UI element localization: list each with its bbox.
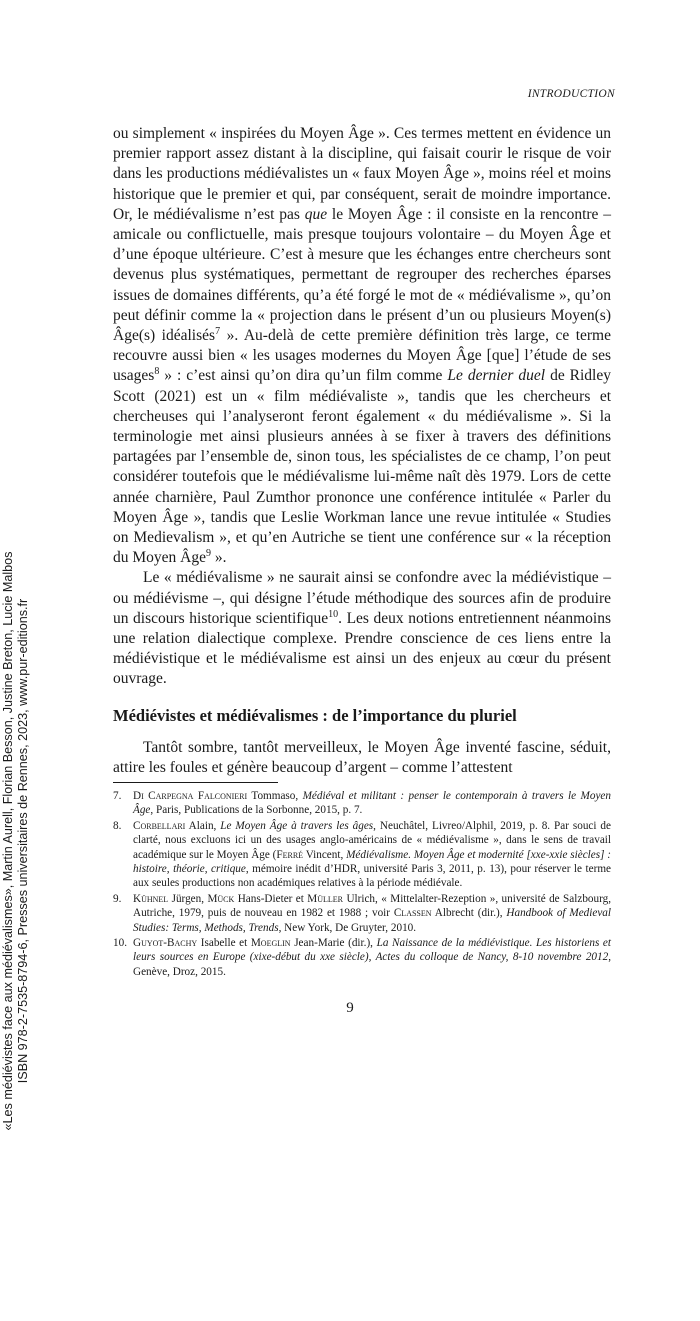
text-run: » : c’est ainsi qu’on dira qu’un film comme — [159, 367, 448, 385]
text-run: Jean-Marie (dir.), — [290, 937, 377, 950]
page-number: 9 — [346, 1000, 354, 1016]
author-name: Mück — [207, 892, 235, 905]
side-credit-line-1: «Les médiévistes face aux médiévalismes», Martin Aurell, Florian Besson, Justine Breton, Lucie Malbos — [1, 551, 15, 1131]
text-run: ». Au-delà de cette première définition très large, ce terme recouvre aussi bien « les usages modernes du Moyen Âge [que] l’étude de ses usages — [113, 327, 611, 385]
author-name: Classen — [393, 907, 432, 920]
section-heading: Médiévistes et médiévalismes : de l’importance du pluriel — [113, 705, 517, 725]
side-credit — [1, 361, 47, 1321]
author-name: Corbellari — [133, 819, 186, 832]
footnote-number: 10. — [113, 937, 127, 950]
paragraph-2 — [113, 568, 611, 689]
footnote-ref-9[interactable]: 9 — [206, 548, 211, 560]
footnote-number: 8. — [113, 819, 122, 832]
author-name: Guyot-Bachy — [133, 937, 198, 950]
footnote-7 — [113, 789, 611, 818]
text-run: , mémoire inédit d’HDR, université Paris 3, 2011, p. 13), pour réserver le terme aux seules productions non académiques relatives à la période médiévale. — [133, 863, 611, 890]
text-run: Isabelle et — [197, 937, 251, 950]
text-run: Le « médiévalisme » ne saurait ainsi se confondre avec la médiévistique – ou médiévisme –, qui désigne l’étude méthodique des sources afin de produire un discours historique scientifique — [113, 569, 611, 627]
author-name: Di Carpegna Falconieri — [133, 790, 248, 802]
footnote-8 — [113, 819, 611, 891]
footnote-ref-7[interactable]: 7 — [215, 325, 221, 337]
text-run: . Les deux notions entretiennent néanmoins une relation dialectique complexe. Prendre conscience de ces liens entre la médiévistique et le médiévalisme est ainsi un des enjeux au cœur du présent ouvrage. — [113, 609, 612, 688]
body-text — [113, 124, 611, 778]
footnotes — [113, 789, 611, 980]
running-head: INTRODUCTION — [527, 88, 615, 100]
footnote-ref-10[interactable]: 10 — [328, 608, 339, 620]
footnote-divider — [113, 782, 278, 783]
text-run: Alain, — [185, 819, 221, 832]
work-title: Médiévalisme. Moyen Âge et modernité [xxe-xxie siècles] : histoire, théorie, critique — [133, 848, 612, 876]
text-run: Jürgen, — [168, 892, 208, 905]
side-credit-line-2: ISBN 978-2-7535-8794-6, Presses universitaires de Rennes, 2023, www.pur-editions.fr — [16, 598, 30, 1084]
work-title: Le Moyen Âge à travers les âges — [220, 819, 374, 832]
footnote-9 — [113, 892, 611, 935]
text-run: Tommaso, — [247, 790, 303, 802]
author-name: Müller — [307, 892, 344, 905]
paragraph-3: Tantôt sombre, tantôt merveilleux, le Moyen Âge inventé fascine, séduit, attire les foules et génère beaucoup d’argent – comme l’attestent — [113, 738, 611, 777]
author-name: Kühnel — [133, 892, 169, 905]
author-name: Ferré — [276, 848, 304, 861]
footnote-10 — [113, 936, 611, 979]
work-title: Médiéval et militant : penser le contemporain à travers le Moyen Âge — [133, 790, 611, 817]
text-run: , Paris, Publications de la Sorbonne, 2015, p. 7. — [150, 804, 363, 817]
paragraph-1 — [113, 124, 611, 568]
text-run: Hans-Dieter et — [234, 892, 308, 905]
footnote-number: 9. — [113, 892, 122, 905]
footnote-number: 7. — [113, 790, 122, 802]
work-title: Handbook of Medieval Studies: Terms, Methods, Trends — [133, 907, 611, 934]
text-run: de Ridley Scott (2021) est un « film médiévaliste », tandis que les chercheurs et chercheuses qui l’analyseront feront également « du médiévalisme ». Si la terminologie met ainsi plusieurs années à se fixer à travers des définitions partagées par l’ensemble de, sinon tous, les spécialistes de ce champ, l’on peut considérer toutefois que le médiévalisme lui-même naît dès 1979. Lors de cette année charnière, Paul Zumthor prononce une conférence intitulée « Parler du Moyen Âge », tandis que Leslie Workman lance une revue intitulée « Studies on Medievalism », et qu’en Autriche se tient une conférence sur « la réception du Moyen Âge — [113, 367, 611, 567]
footnote-ref-8[interactable]: 8 — [154, 366, 160, 378]
text-run: Albrecht (dir.), — [431, 907, 507, 920]
text-run: Vincent, — [303, 848, 347, 861]
work-title: La Naissance de la médiévistique. Les historiens et leurs sources en Europe (xixe-début du xxe siècle), Actes du colloque de Nancy, 8-10 novembre 2012 — [133, 937, 611, 964]
text-run: Ulrich, « Mittelalter-Rezeption », université de Salzbourg, Autriche, 1979, puis de nouveau en 1982 et 1988 ; voir — [133, 892, 612, 920]
text-run: , Neuchâtel, Livreo/Alphil, 2019, p. 8. Par souci de clarté, nous excluons ici un des usages anglo-américains de « médiévalisme », dans le sens de travail académique sur le Moyen Âge ( — [133, 819, 611, 861]
text-run: le Moyen Âge : il consiste en la rencontre – amicale ou conflictuelle, mais presque toujours volontaire – du Moyen Âge et d’une époque ultérieure. C’est à mesure que les échanges entre chercheurs sont devenus plus systématiques, permettant de regrouper des recherches éparses issues de domaines différents, qu’a été forgé le mot de « médiévalisme », qu’on peut définir comme la « projection dans le présent d’un ou plusieurs Moyen(s) Âge(s) idéalisés — [113, 205, 611, 345]
text-run: ou simplement « inspirées du Moyen Âge ». Ces termes mettent en évidence un premier rapport assez distant à la discipline, qui faisait courir le risque de voir dans les productions médiévalistes un « faux Moyen Âge », moins réel et moins historique que le premier et qui, par conséquent, serait de moindre importance. Or, le médiévalisme n’est pas — [113, 125, 611, 223]
film-title: Le dernier duel — [447, 367, 546, 385]
text-run: ». — [211, 549, 227, 567]
emphasis: que — [304, 205, 328, 223]
author-name: Moeglin — [250, 937, 291, 950]
text-run: , Genève, Droz, 2015. — [133, 951, 611, 978]
text-run: , New York, De Gruyter, 2010. — [278, 921, 417, 934]
